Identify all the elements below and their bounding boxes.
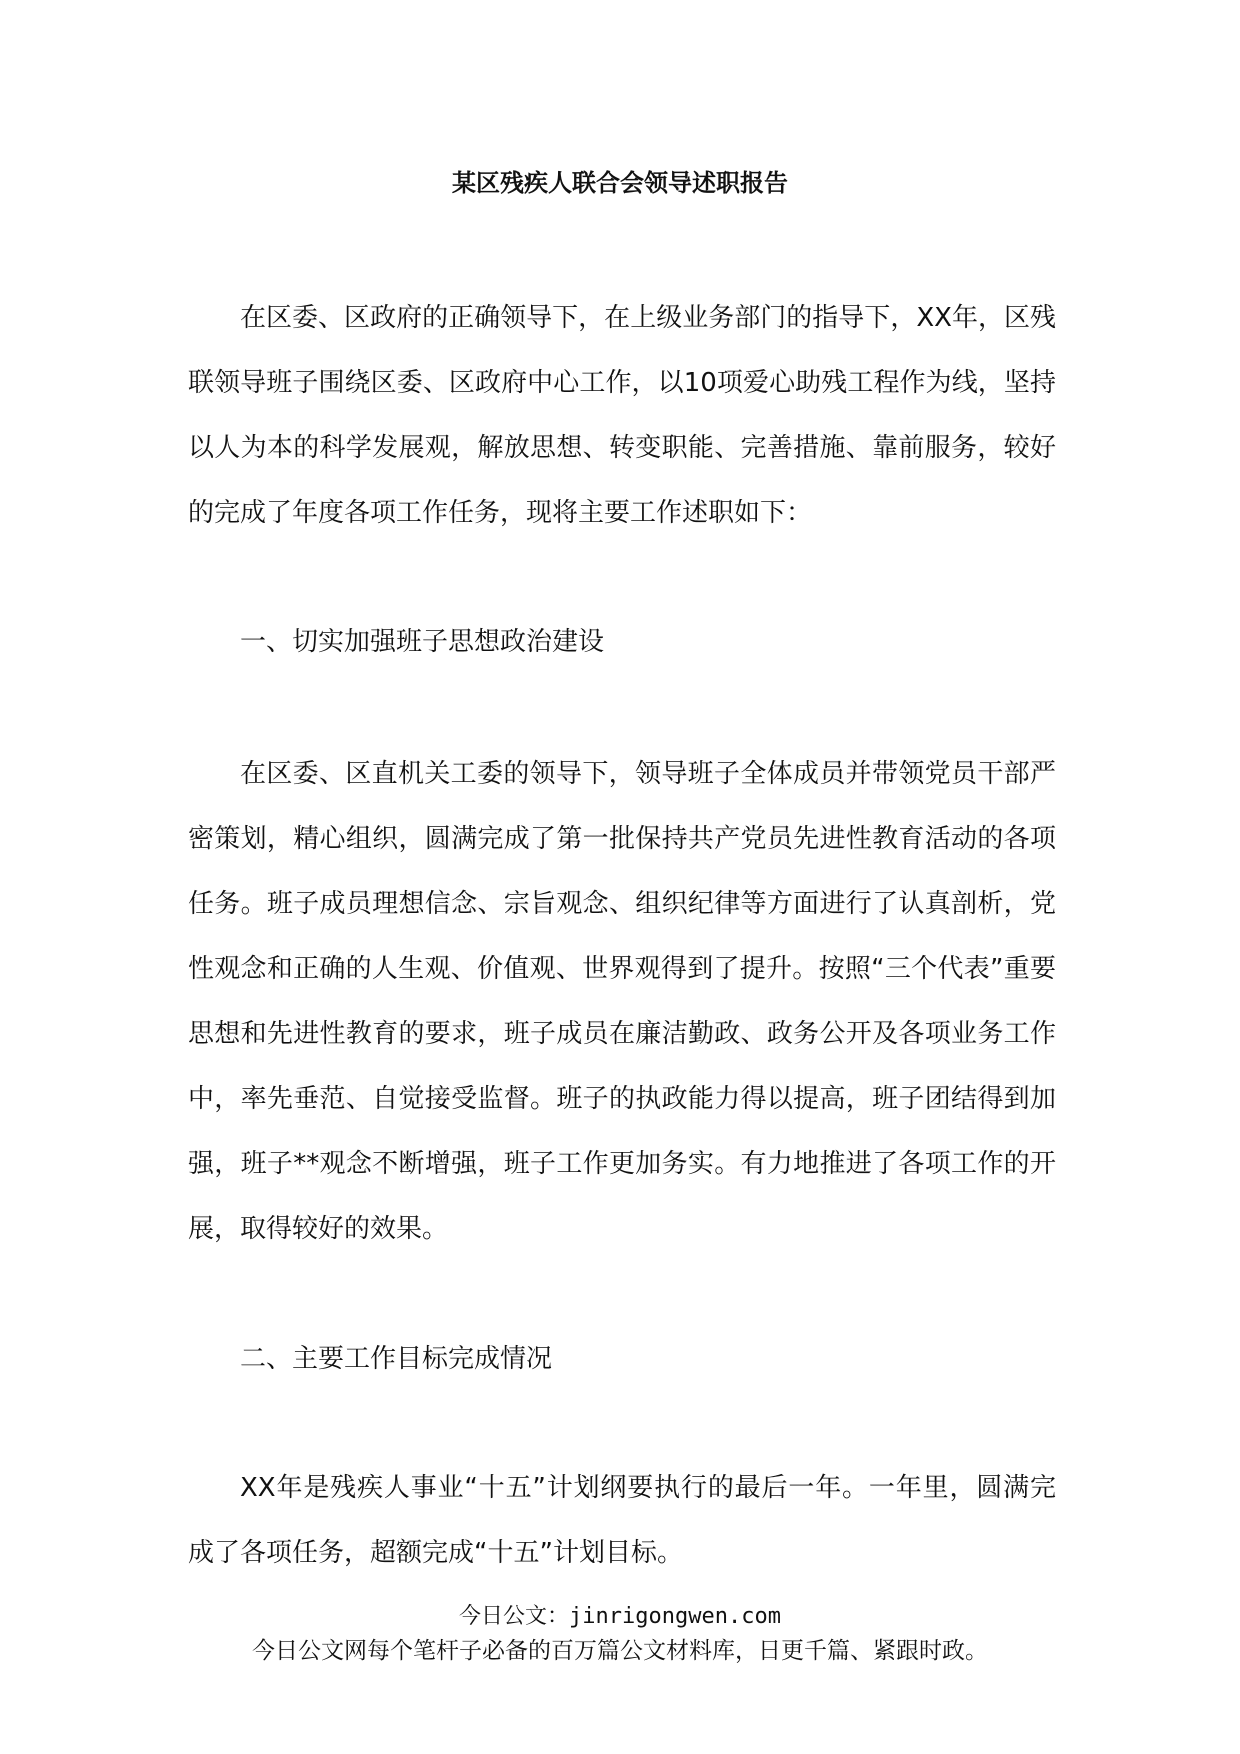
section-heading-1: 一、切实加强班子思想政治建设: [240, 627, 605, 657]
section-body-1: 在区委、区直机关工委的领导下，领导班子全体成员并带领党员干部严密策划，精心组织，圆满完成了第一批保持共产党员先进性教育活动的各项任务。班子成员理想信念、宗旨观念、组织纪律等方面进行了认真剖析，党性观念和正确的人生观、价值观、世界观得到了提升。按照“三个代表”重要思想和先进性教育的要求，班子成员在廉洁勤政、政务公开及各项业务工作中，率先垂范、自觉接受监督。班子的执政能力得以提高，班子团结得到加强，班子**观念不断增强，班子工作更加务实。有力地推进了各项工作的开展，取得较好的效果。: [188, 759, 1056, 1244]
footer-site-line: [0, 1603, 1240, 1631]
footer-site-url[interactable]: jinrigongwen.com: [569, 1604, 781, 1629]
footer-slogan: 今日公文网每个笔杆子必备的百万篇公文材料库，日更千篇、紧跟时政。: [252, 1638, 988, 1664]
section-heading-2: 二、主要工作目标完成情况: [240, 1344, 553, 1374]
intro-paragraph: 在区委、区政府的正确领导下，在上级业务部门的指导下，XX年，区残联领导班子围绕区委、区政府中心工作，以10项爱心助残工程作为线，坚持以人为本的科学发展观，解放思想、转变职能、完善措施、靠前服务，较好的完成了年度各项工作任务，现将主要工作述职如下：: [188, 303, 1056, 528]
footer-site-label: 今日公文：: [459, 1604, 570, 1629]
section-body-2: XX年是残疾人事业“十五”计划纲要执行的最后一年。一年里，圆满完成了各项任务，超额完成“十五”计划目标。: [188, 1473, 1056, 1568]
document-title: 某区残疾人联合会领导述职报告: [452, 169, 788, 197]
